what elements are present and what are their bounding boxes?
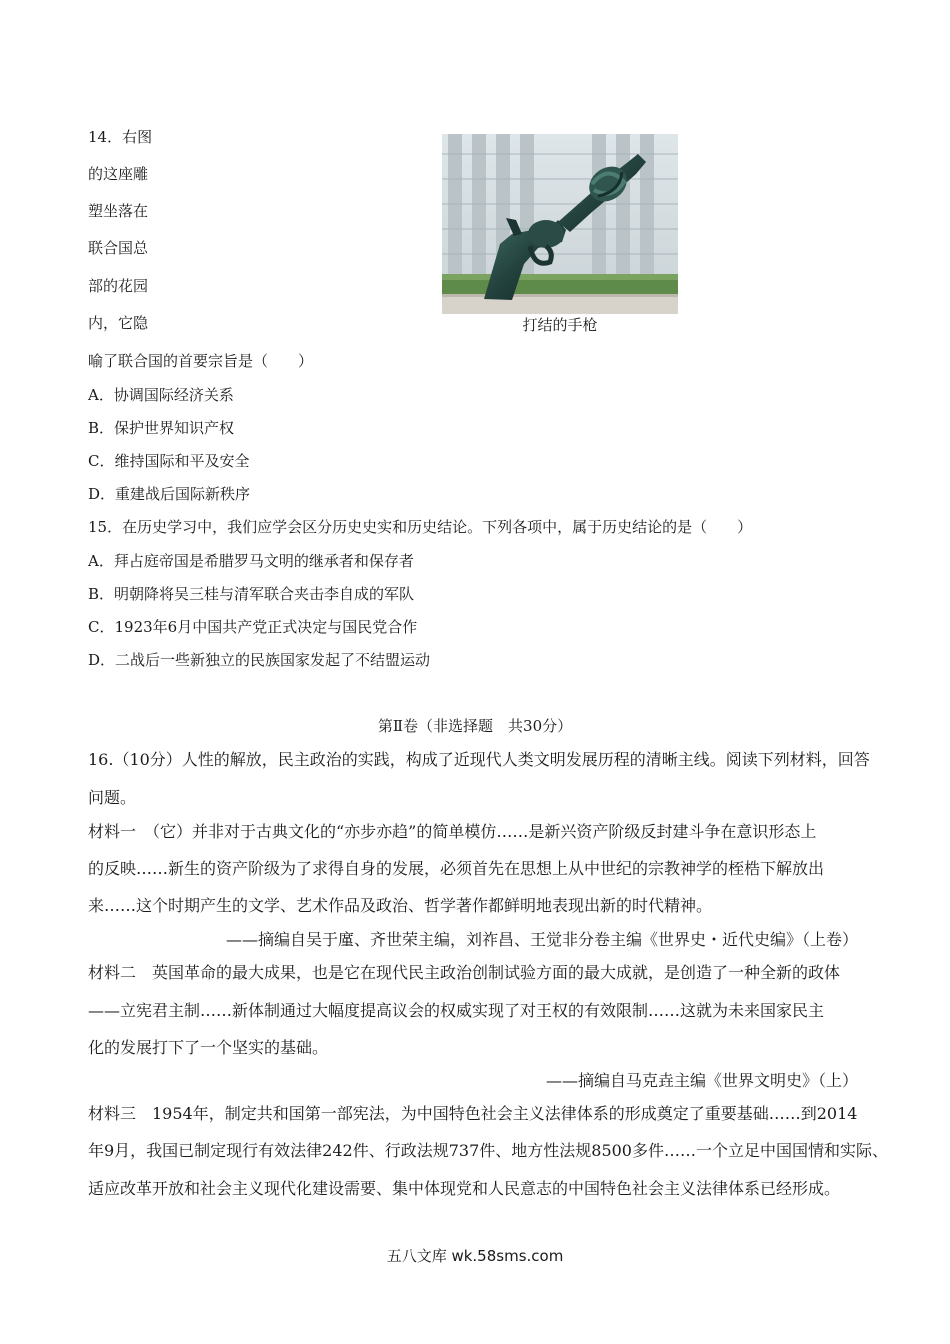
q16-stem-line-1: 16.（10分）人性的解放，民主政治的实践，构成了近现代人类文明发展历程的清晰主线。阅读下列材料，回答 [88,750,870,769]
material-3-line-3: 适应改革开放和社会主义现代化建设需要、集中体现党和人民意志的中国特色社会主义法律体系已经形成。 [88,1179,841,1198]
q14-stem-end: 喻了联合国的首要宗旨是（ ） [88,352,314,370]
material-1-line-3: 来……这个时期产生的文学、艺术作品及政治、哲学著作都鲜明地表现出新的时代精神。 [88,896,713,915]
material-2-line-1: 材料二 英国革命的最大成果，也是它在现代民主政治创制试验方面的最大成就，是创造了一种全新的政体 [88,963,841,982]
image-caption: 打结的手枪 [522,316,598,334]
q14-line-6: 内，它隐 [88,314,149,332]
material-2-line-2: ——立宪君主制……新体制通过大幅度提高议会的权威实现了对王权的有效限制……这就为未来国家民主 [88,1001,825,1020]
q15-stem: 15．在历史学习中，我们应学会区分历史史实和历史结论。下列各项中，属于历史结论的是（ ） [88,518,753,536]
q15-option-b: B．明朝降将吴三桂与清军联合夹击李自成的军队 [88,585,415,603]
q15-option-a: A．拜占庭帝国是希腊罗马文明的继承者和保存者 [88,552,414,570]
q15-option-d: D．二战后一些新独立的民族国家发起了不结盟运动 [88,651,431,669]
footer-watermark: 五八文库 wk.58sms.com [386,1247,564,1265]
q14-option-d: D．重建战后国际新秩序 [88,485,251,503]
material-3-line-1: 材料三 1954年，制定共和国第一部宪法，为中国特色社会主义法律体系的形成奠定了重要基础……到2014 [88,1104,858,1123]
q14-line-1: 14．右图 [88,128,153,146]
q14-option-b: B．保护世界知识产权 [88,419,235,437]
section-2-title: 第Ⅱ卷（非选择题 共30分） [377,717,573,735]
q14-option-c: C．维持国际和平及安全 [88,452,250,470]
q14-line-2: 的这座雕 [88,165,149,183]
q14-line-3: 塑坐落在 [88,202,149,220]
material-1-line-2: 的反映……新生的资产阶级为了求得自身的发展，必须首先在思想上从中世纪的宗教神学的桎梏下解放出 [88,859,825,878]
q15-option-c: C．1923年6月中国共产党正式决定与国民党合作 [88,618,418,636]
knotted-gun-photo [442,134,678,314]
material-2-source: ——摘编自马克垚主编《世界文明史》（上） [545,1071,858,1090]
material-2-line-3: 化的发展打下了一个坚实的基础。 [88,1038,329,1057]
q16-stem-line-2: 问题。 [88,788,137,807]
q14-line-4: 联合国总 [88,239,149,257]
material-1-source: ——摘编自吴于廑、齐世荣主编，刘祚昌、王觉非分卷主编《世界史・近代史编》（上卷） [225,930,858,949]
material-1-line-1: 材料一 （它）并非对于古典文化的“亦步亦趋”的简单模仿……是新兴资产阶级反封建斗争在意识形态上 [88,822,817,841]
q14-line-5: 部的花园 [88,277,149,295]
material-3-line-2: 年9月，我国已制定现行有效法律242件、行政法规737件、地方性法规8500多件……一个立足中国国情和实际、 [88,1141,888,1160]
q14-option-a: A．协调国际经济关系 [88,386,234,404]
